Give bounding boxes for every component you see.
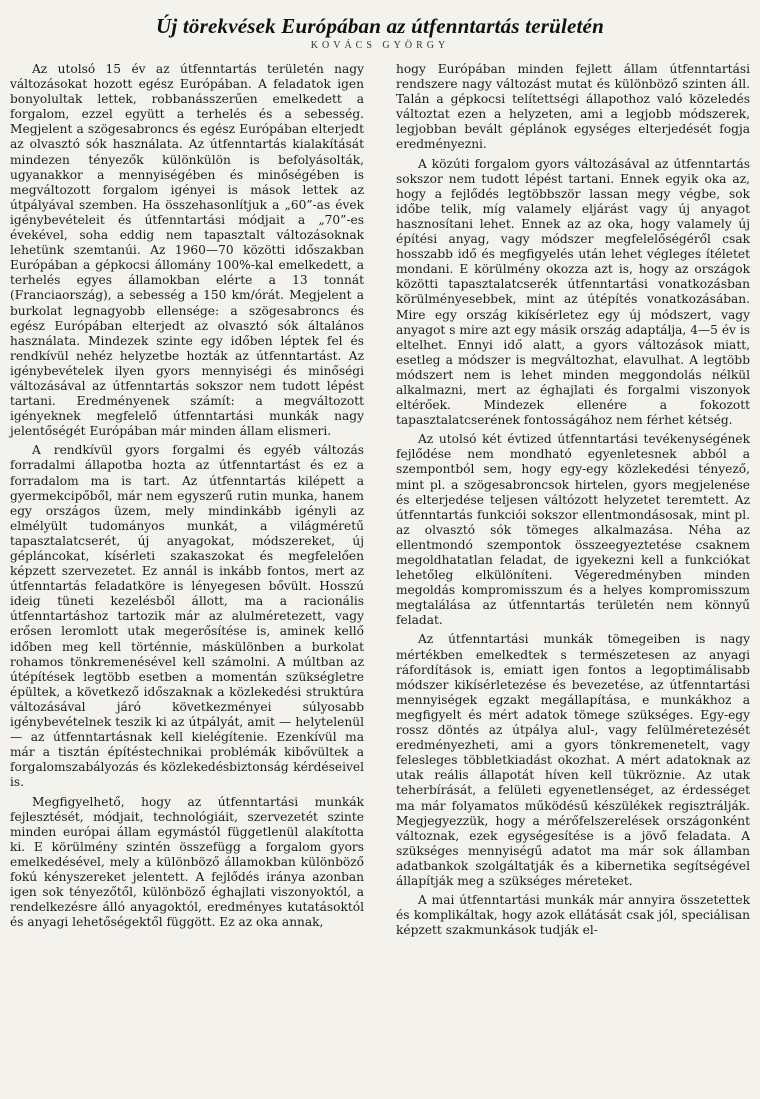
paragraph: A mai útfenntartási munkák már annyira összetettek és komplikáltak, hogy azok ellátását csak jól, speciálisan képzett szakmunkások tudják el-: [396, 893, 750, 938]
paragraph: hogy Európában minden fejlett állam útfenntartási rendszere nagy változást mutat és különböző szinten áll. Talán a gépkocsi telítettségi állapothoz való közeledés változtat ezen a helyzeten, ami a legjobb módszerek, legjobban bevált géplánok egységes elterjedését fogja eredményezni.: [396, 62, 750, 152]
paragraph: Az utolsó két évtized útfenntartási tevékenységének fejlődése nem mondható egyenletesnek abból a szempontból sem, hogy egy-egy közlekedési tényező, mint pl. a szögesabroncsok hirtelen, gyors megjelenése és elterjedése teljesen váltózott helyzetet teremtett. Az útfenntartás funkciói sokszor ellentmondásosak, mint pl. az olvasztó sók tömeges alkalmazása. Néha az ellentmondó szempontok összeegyeztetése csaknem megoldhatatlan feladat, de igyekezni kell a funkciókat lehetőleg elkülöníteni. Végeredményben minden megoldás kompromisszum és a helyes kompromisszum megtalálása az útfenntartás területén nem könnyű feladat.: [396, 432, 750, 628]
paragraph: A rendkívül gyors forgalmi és egyéb változás forradalmi állapotba hozta az útfenntartást és ez a forradalom ma is tart. Az útfenntartás kilépett a gyermekcipőből, már nem egyszerű rutin munka, hanem egy országos üzem, mely mindinkább igényli az elmélyült tudományos munkát, a világméretű tapasztalatcserét, új anyagokat, módszereket, új gépláncokat, kísérleti szakaszokat és megfelelően képzett szervezetet. Ez annál is inkább fontos, mert az útfenntartás feladatköre is lényegesen bővült. Hosszú ideig tüneti kezelésből állott, ma a racionális útfenntartáshoz tartozik már az alulméretezett, vagy erősen leromlott utak megerősítése is, aminek kellő időben meg kell történnie, máskülönben a burkolat rohamos tönkremenésével kell számolni. A múltban az útépítések legtöbb esetben a momentán szükségletre épültek, a következő időszaknak a közlekedési struktúra változásával járó következményei súlyosabb igénybevételnek teszik ki az útpályát, amit — helytelenül — az útfenntartásnak kell kielégítenie. Ezenkívül ma már a tisztán építéstechnikai problémák kibővültek a forgalomszabályozás és közlekedésbiztonság kérdéseivel is.: [10, 443, 364, 790]
paragraph: Megfigyelhető, hogy az útfenntartási munkák fejlesztését, módjait, technológiáit, szervezetét szinte minden európai állam egymástól függetlenül alakította ki. E körülmény szintén összefügg a forgalom gyors emelkedésével, mely a különböző államokban különböző fokú kényszereket jelentett. A fejlődés iránya azonban igen sok tényezőtől, különböző éghajlati viszonyoktól, a rendelkezésre álló anyagoktól, eredményes kutatásoktól és anyagi lehetőségektől függött. Ez az oka annak,: [10, 794, 364, 930]
article-title: Új törekvések Európában az útfenntartás területén: [156, 14, 604, 38]
paragraph: Az útfenntartási munkák tömegeiben is nagy mértékben emelkedtek s természetesen az anyagi ráfordítások is, emiatt igen fontos a legoptimálisabb módszer kikísérletezése és bevezetése, az útfenntartási mennyiségek egzakt megállapítása, e munkákhoz a megfigyelt és mért adatok tömege szükséges. Egy-egy rossz döntés az útpálya alul-, vagy felülméretezését eredményezheti, ami a gyors tönkremenetelt, vagy felesleges többletkiadást okozhat. A mért adatoknak az utak reális állapotát híven kell tükröznie. Az utak teherbírását, a felületi egyenetlenséget, az érdességet ma már folyamatos működésű készülékek regisztrálják. Megjegyezzük, hogy a mérőfelszerelések országonként változnak, ezek egységesítése is a jövő feladata. A szükséges mennyiségű adatot ma már sok államban adatbankok szolgáltatják és a kibernetika segítségével állapítják meg a szükséges méreteket.: [396, 632, 750, 888]
right-column: [396, 62, 750, 938]
paragraph: Az utolsó 15 év az útfenntartás területén nagy változásokat hozott egész Európában. A feladatok igen bonyolultak lettek, robbanásszerűen emelkedett a forgalom, ezzel együtt a terhelés és a sebesség. Megjelent a szögesabroncs és egész Európában elterjedt az olvasztó sók használata. Az útfenntartás kialakítását mindezen tényezők különkülön is befolyásolták, ugyanakkor a mennyiségében és minőségében is megváltozott forgalom igényei is mások lettek az útpályával szemben. Ha összehasonlítjuk a „60”-as évek igénybevételeit és útfenntartási módjait a „70”-es évekével, soha eddig nem tapasztalt változásoknak lehetünk szemtanúi. Az 1960—70 közötti időszakban Európában a gépkocsi állomány 100%-kal emelkedett, a terhelés egyes államokban elérte a 13 tonnát (Franciaország), a sebesség a 150 km/órát. Megjelent a burkolat legnagyobb ellensége: a szögesabroncs és egész Európában elterjedt az olvasztó sók általános használata. Mindezek szinte egy időben léptek fel és rendkívül nehéz helyzetbe hozták az útfenntartást. Az igénybevételek ilyen gyors mennyiségi és minőségi változásával az útfenntartás sokszor nem tudott lépést tartani. Eredményenek számít: a megváltozott igényeknek megfelelő útfenntartási munkák nagy jelentőségét Európában már minden állam elismeri.: [10, 62, 364, 439]
left-column: [10, 62, 364, 930]
paragraph: A közúti forgalom gyors változásával az útfenntartás sokszor nem tudott lépést tartani. Ennek egyik oka az, hogy a fejlődés legtöbbször lassan megy végbe, sok időbe telik, míg valamely eljárást vagy új anyagot hasznosítani lehet. Ennek az az oka, hogy valamely új építési anyag, vagy módszer megfelelőségéről csak hosszabb idő és megfigyelés után lehet végleges ítéletet mondani. E körülmény okozza azt is, hogy az országok közötti tapasztalatcserék útfenntartási vonatkozásban körülményesebbek, mint az útépítés vonatkozásában. Mire egy ország kikísérletez egy új módszert, vagy anyagot s mire azt egy másik ország adaptálja, 4—5 év is eltelhet. Ennyi idő alatt, a gyors változások miatt, esetleg a módszer is megváltozhat, elavulhat. A legtöbb módszert nem is lehet minden meggondolás nélkül alkalmazni, mert az éghajlati és forgalmi viszonyok eltérőek. Mindezek ellenére a fokozott tapasztalatcserének fontosságához nem férhet kétség.: [396, 156, 750, 428]
article-author: KOVÁCS GYÖRGY: [310, 40, 450, 51]
